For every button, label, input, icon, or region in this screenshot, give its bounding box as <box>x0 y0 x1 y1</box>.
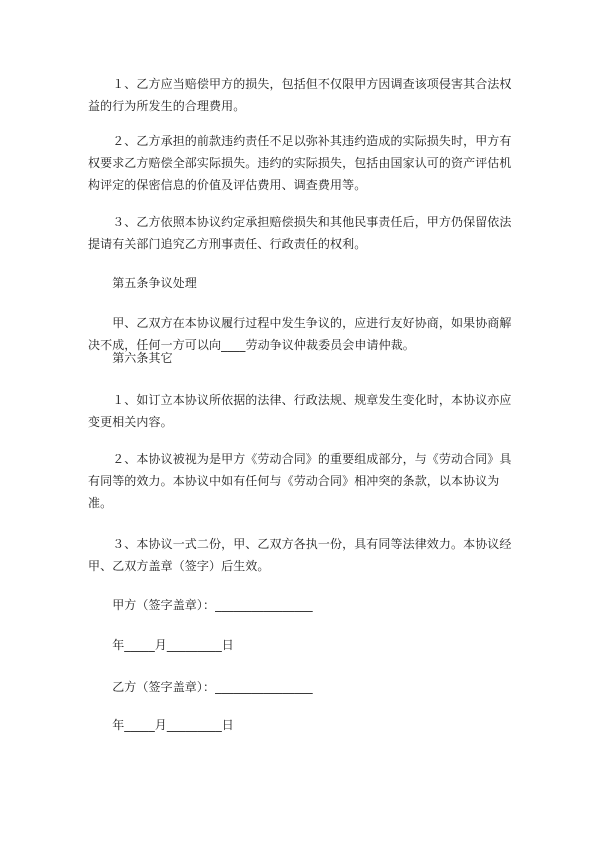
article-6-paragraph-3: ３、本协议一式二份，甲、乙双方各执一份，具有同等法律效力。本协议经甲、乙双方盖章（签字）后生效。 <box>88 537 512 573</box>
signature-line-party-a: 甲方（签字盖章）：________________ <box>88 598 313 612</box>
article-6-paragraph-1: １、如订立本协议所依据的法律、行政法规、规章发生变化时，本协议亦应变更相关内容。 <box>88 393 512 429</box>
clause-paragraph-1: １、乙方应当赔偿甲方的损失，包括但不仅限甲方因调查该项侵害其合法权益的行为所发生的合理费用。 <box>88 77 512 113</box>
article-6-paragraph-2: ２、本协议被视为是甲方《劳动合同》的重要组成部分，与《劳动合同》具有同等的效力。本协议中如有任何与《劳动合同》相冲突的条款，以本协议为准。 <box>88 452 512 510</box>
signature-line-party-b: 乙方（签字盖章）：________________ <box>88 680 313 694</box>
clause-paragraph-2: ２、乙方承担的前款违约责任不足以弥补其违约造成的实际损失时，甲方有权要求乙方赔偿全部实际损失。违约的实际损失，包括由国家认可的资产评估机构评定的保密信息的价值及评估费用、调查费用等。 <box>88 134 512 192</box>
article-5-text: 甲、乙双方在本协议履行过程中发生争议的，应进行友好协商，如果协商解决不成，任何一方可以向____劳动争议仲裁委员会申请仲裁。 <box>88 316 512 352</box>
article-6-heading: 第六条其它 <box>88 351 173 365</box>
clause-paragraph-3: ３、乙方依照本协议约定承担赔偿损失和其他民事责任后，甲方仍保留依法提请有关部门追究乙方刑事责任、行政责任的权利。 <box>88 215 512 251</box>
date-line-party-b: 年_____月_________日 <box>88 718 234 732</box>
article-5-heading: 第五条争议处理 <box>88 276 197 290</box>
date-line-party-a: 年_____月_________日 <box>88 638 234 652</box>
